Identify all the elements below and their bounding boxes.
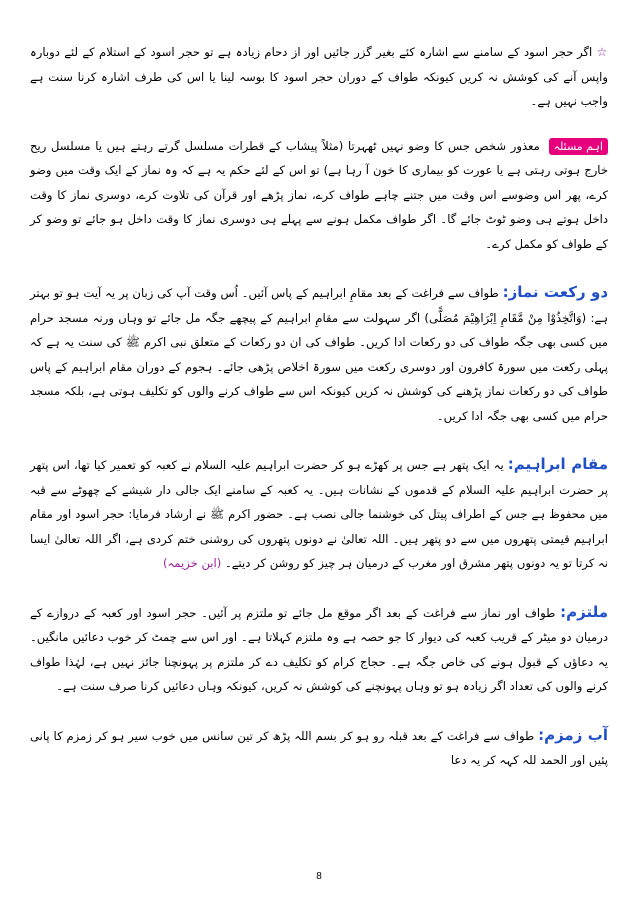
maqam-ibrahim-text: یہ ایک پتھر ہے جس پر کھڑے ہو کر حضرت ابراہیم علیہ السلام نے کعبہ کو تعمیر کیا تھا، اس پتھر پر حضرت ابراہیم علیہ السلام کے قدموں کے نشانات ہیں۔ یہ کعبہ کے سامنے ایک جالی دار شیشے کے چھوٹے سے قبہ میں محفوظ ہے جس کے اطراف پیتل کی خوشنما جالی نصب ہے۔ حضور اکرم ﷺ نے ارشاد فرمایا: حجر اسود اور مقام ابراہیم قیمتی پتھروں میں سے دو پتھر ہیں۔ اللہ تعالیٰ نے دونوں پتھروں کی روشنی ختم کردی ہے، اگر اللہ تعالیٰ ایسا نہ کرتا تو یہ دونوں پتھر مشرق اور مغرب کے درمیان ہر چیز کو روشن کر دیتے۔ (30, 458, 608, 570)
paragraph-zamzam (30, 723, 608, 773)
paragraph-multazam (30, 600, 608, 699)
maqam-ibrahim-heading: مقام ابراہیم: (507, 455, 608, 473)
zamzam-heading: آب زمزم: (538, 725, 609, 744)
page-number: 8 (316, 871, 322, 882)
two-rakat-text-1: طواف سے فراغت کے بعد مقامِ ابراہیم کے پاس آئیں۔ اُس وقت آپ کی زبان پر یہ آیت ہو تو بہتر ہے: (30, 286, 608, 325)
multazam-heading: ملتزم: (560, 602, 608, 621)
two-rakat-heading: دو رکعت نماز: (502, 283, 609, 301)
zamzam-text: طواف سے فراغت کے بعد قبلہ رو ہو کر بسم اللہ پڑھ کر تین سانس میں خوب سیر ہو کر زمزم کا پانی پئیں اور الحمد للہ کہہ کر یہ دعا (30, 728, 608, 767)
hajar-aswad-text-2: نہ کریں کیونکہ طواف کے دوران حجر اسود کا بوسہ لینا یا اس کی طرف اشارہ کرنا سنت ہے واجب نہیں ہے۔ (30, 69, 608, 108)
paragraph-important-issue (30, 134, 608, 257)
important-issue-badge: اہم مسئلہ (549, 138, 608, 155)
star-icon: ☆ (596, 45, 608, 59)
paragraph-two-rakat (30, 280, 608, 428)
hajar-aswad-text-1: اگر حجر اسود کے سامنے سے اشارہ کئے بغیر گزر جائیں اور از دحام زیادہ ہے تو حجر اسود کے استلام کے لئے دوبارہ واپس آنے کی کوشش (30, 45, 608, 84)
two-rakat-text-2: اگر سہولت سے مقامِ ابراہیم کے پیچھے جگہ مل جائے تو وہاں ورنہ مسجد حرام میں کسی بھی جگہ طواف کی دو رکعات ادا کریں۔ طواف کی ان دو رکعات کے متعلق نبی اکرم ﷺ کی سنت یہ ہے کہ پہلی رکعت میں سورۃ کافرون اور دوسری رکعت میں سورۃ اخلاص پڑھی جائے۔ ہجوم کے دوران مقام ابراہیم کے پاس طواف کی دو رکعات نماز پڑھنے کی کوشش نہ کریں کیونکہ اس سے طواف کرنے والوں کو تکلیف ہوتی ہے، بلکہ مسجد حرام میں کسی بھی جگہ ادا کریں۔ (30, 310, 608, 423)
important-issue-text: معذور شخص جس کا وضو نہیں ٹھہرتا (مثلاً پیشاب کے قطرات مسلسل گرتے رہتے ہیں یا مسلسل ریح خارج ہوتی رہتی ہے یا عورت کو بیماری کا خون آ رہا ہے) تو اس کے لئے حکم یہ ہے کہ وہ نماز کے ایک وقت میں وضو کرے، پھر اس وضوسے اس وقت میں جتنے چاہے طواف کرے، نماز پڑھے اور قرآن کی تلاوت کرے، دوسری نماز کا وقت داخل ہوتے ہی وضو ٹوٹ جائے گا۔ اگر طواف مکمل ہونے سے پہلے ہی دوسری نماز کا وقت داخل ہو جائے تو وضو کر کے طواف کو مکمل کرے۔ (30, 138, 608, 251)
multazam-text: طواف اور نماز سے فراغت کے بعد اگر موقع مل جائے تو ملتزم پر آئیں۔ حجر اسود اور کعبہ کے دروازے کے درمیان دو میٹر کے قریب کعبہ کی دیوار کا جو حصہ ہے وہ ملتزم کہلاتا ہے۔ اور اس سے چمٹ کر خوب دعائیں مانگیں۔ یہ دعاؤں کے قبول ہونے کی خاص جگہ ہے۔ حجاج کرام کو تکلیف دے کر ملتزم پر پہونچنا جائز نہیں ہے، لہٰذا طواف کرنے والوں کی تعداد اگر زیادہ ہو تو وہاں پہونچنے کی کوشش نہ کریں، کیونکہ وہاں دعائیں کرنا صرف سنت ہے۔ (30, 605, 608, 693)
two-rakat-ayah: (وَاتَّخِذُوْا مِنْ مَّقَامِ اِبْرَاهِيْمَ مُصَلًّى) (424, 310, 587, 325)
page-body (30, 40, 608, 793)
maqam-ibrahim-source: (ابن خزیمہ) (162, 556, 222, 570)
paragraph-maqam-ibrahim (30, 452, 608, 576)
paragraph-hajar-aswad (30, 40, 608, 114)
